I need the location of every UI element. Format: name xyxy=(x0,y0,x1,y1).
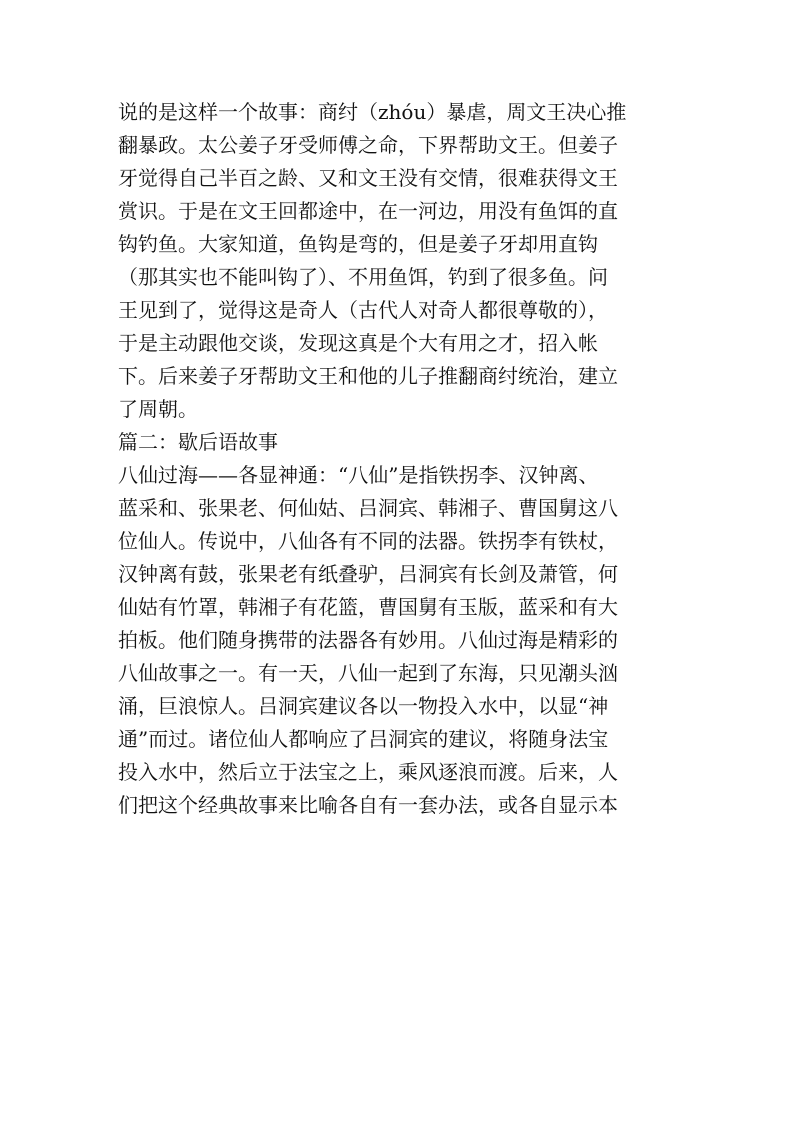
text-line: 投入水中，然后立于法宝之上，乘风逐浪而渡。后来，人 xyxy=(118,760,618,784)
text-line: 说的是这样一个故事：商纣（zhóu）暴虐，周文王决心推 xyxy=(118,100,627,124)
document-body xyxy=(118,96,678,822)
text-line: 八仙过海——各显神通：“八仙”是指铁拐李、汉钟离、 xyxy=(118,463,599,487)
text-line: 蓝采和、张果老、何仙姑、吕洞宾、韩湘子、曹国舅这八 xyxy=(118,496,618,520)
text-line: 牙觉得自己半百之龄、又和文王没有交情，很难获得文王 xyxy=(118,166,618,190)
text-line: 了周朝。 xyxy=(118,397,198,421)
section-heading: 篇二：歇后语故事 xyxy=(118,430,278,454)
text-line: 翻暴政。太公姜子牙受师傅之命，下界帮助文王。但姜子 xyxy=(118,133,618,157)
text-line: 拍板。他们随身携带的法器各有妙用。八仙过海是精彩的 xyxy=(118,628,618,652)
text-line: 仙姑有竹罩，韩湘子有花篮，曹国舅有玉版，蓝采和有大 xyxy=(118,595,618,619)
text-line: 于是主动跟他交谈，发现这真是个大有用之才，招入帐 xyxy=(118,331,598,355)
text-line: 钩钓鱼。大家知道，鱼钩是弯的，但是姜子牙却用直钩 xyxy=(118,232,598,256)
text-line: 们把这个经典故事来比喻各自有一套办法，或各自显示本 xyxy=(118,793,618,817)
text-line: 汉钟离有鼓，张果老有纸叠驴，吕洞宾有长剑及萧管，何 xyxy=(118,562,618,586)
text-line: 王见到了，觉得这是奇人（古代人对奇人都很尊敬的）， xyxy=(118,298,608,322)
text-line: 通”而过。诸位仙人都响应了吕洞宾的建议，将随身法宝 xyxy=(118,727,609,751)
text-line: （那其实也不能叫钩了）、不用鱼饵，钓到了很多鱼。问 xyxy=(118,265,608,289)
text-line: 涌，巨浪惊人。吕洞宾建议各以一物投入水中，以显“神 xyxy=(118,694,609,718)
text-line: 赏识。于是在文王回都途中，在一河边，用没有鱼饵的直 xyxy=(118,199,618,223)
text-line: 位仙人。传说中，八仙各有不同的法器。铁拐李有铁杖， xyxy=(118,529,618,553)
text-line: 下。后来姜子牙帮助文王和他的儿子推翻商纣统治，建立 xyxy=(118,364,618,388)
text-line: 八仙故事之一。有一天，八仙一起到了东海，只见潮头汹 xyxy=(118,661,618,685)
